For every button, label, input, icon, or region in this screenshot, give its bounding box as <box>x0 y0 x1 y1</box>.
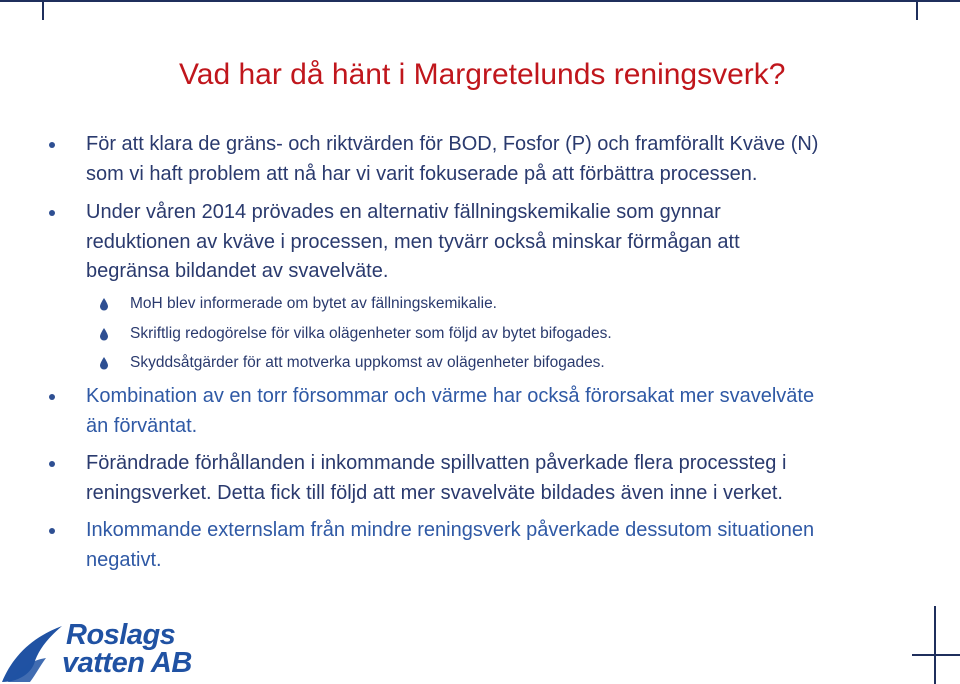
round-bullet-icon <box>49 528 55 534</box>
bullet-line: reningsverket. Detta fick till följd att mer svavelväte bildades även inne i verket. <box>86 481 783 504</box>
bullet-line: Kombination av en torr försommar och värme har också förorsakat mer svavelväte <box>86 385 815 407</box>
drop-bullet-icon <box>98 327 110 341</box>
sub-bullet-line: Skriftlig redogörelse för vilka olägenheter som följd av bytet bifogades. <box>130 325 612 342</box>
round-bullet-icon <box>49 394 55 400</box>
round-bullet-icon <box>49 461 55 467</box>
bullet-item-3 <box>86 382 946 441</box>
bullet-line: begränsa bildandet av svavelväte. <box>86 260 389 282</box>
sub-bullet-item-3 <box>130 353 930 373</box>
bullet-item-1 <box>86 130 946 189</box>
bullet-item-2 <box>86 198 946 287</box>
top-left-frame-tick <box>42 0 44 20</box>
bullet-line: negativt. <box>86 548 162 571</box>
drop-bullet-icon <box>98 297 110 311</box>
slide-title: Vad har då hänt i Margretelunds reningsverk? <box>179 58 786 91</box>
bullet-line: Under våren 2014 prövades en alternativ fällningskemikalie som gynnar <box>86 201 721 223</box>
bottom-right-frame-vertical <box>934 606 936 684</box>
drop-bullet-icon <box>98 356 110 370</box>
logo-text-line-2: vatten AB <box>62 647 192 679</box>
bullet-line: Förändrade förhållanden i inkommande spillvatten påverkade flera processteg i <box>86 452 787 474</box>
bullet-line: än förväntat. <box>86 414 198 437</box>
sub-bullet-line: MoH blev informerade om bytet av fällningskemikalie. <box>130 295 497 312</box>
bullet-item-4 <box>86 449 946 508</box>
bullet-line: som vi haft problem att nå har vi varit fokuserade på att förbättra processen. <box>86 162 758 185</box>
water-wave-logo-icon <box>0 620 70 684</box>
top-right-frame-tick <box>916 0 918 20</box>
sub-bullet-line: Skyddsåtgärder för att motverka uppkomst av olägenheter bifogades. <box>130 354 605 371</box>
bottom-right-frame-horizontal <box>912 654 960 656</box>
bullet-line: För att klara de gräns- och riktvärden för BOD, Fosfor (P) och framförallt Kväve (N) <box>86 133 819 155</box>
bullet-line: Inkommande externslam från mindre reningsverk påverkade dessutom situationen <box>86 519 815 541</box>
sub-bullet-item-1 <box>130 294 930 314</box>
round-bullet-icon <box>49 142 55 148</box>
top-frame-line <box>0 0 960 2</box>
bullet-item-5 <box>86 516 946 575</box>
logo-text-line-1: Roslags <box>66 619 176 651</box>
bullet-line: reduktionen av kväve i processen, men tyvärr också minskar förmågan att <box>86 230 740 253</box>
round-bullet-icon <box>49 210 55 216</box>
sub-bullet-item-2 <box>130 324 930 344</box>
